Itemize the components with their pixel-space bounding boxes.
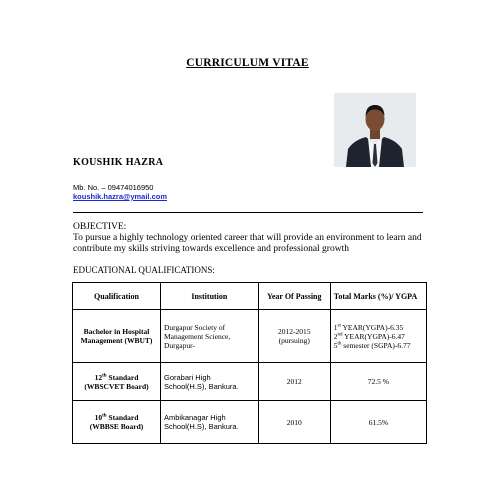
mobile-number: Mb. No. – 09474016950 [73,183,154,192]
candidate-name: KOUSHIK HAZRA [73,157,164,168]
institution-cell: Gorabari High School(H.S), Bankura. [161,363,259,401]
header-year: Year Of Passing [258,283,330,310]
year-status: (pursuing) [278,336,310,345]
table-row [73,310,427,363]
board-name: (WBSCVET Board) [84,381,149,391]
education-heading: EDUCATIONAL QUALIFICATIONS: [73,265,215,275]
objective-text: To pursue a highly technology oriented career that will provide an environment to learn and contribute my skills striving towards excellence and professional growth [73,233,422,254]
email-link[interactable]: koushik.hazra@ymail.com [73,192,168,201]
qualification-cell: Bachelor in Hospital Management (WBUT) [73,310,161,363]
divider [73,212,423,213]
qualification-cell: 12th Standard (WBSCVET Board) [73,363,161,401]
header-institution: Institution [161,283,259,310]
objective-label: OBJECTIVE: [73,222,127,232]
qualification-cell: 10th Standard (WBBSE Board) [73,401,161,444]
marks-cell [330,310,426,363]
year-value: 2012-2015 [277,327,311,336]
header-qualification: Qualification [73,283,161,310]
marks-cell: 72.5 % [330,363,426,401]
marks-line: 1st YEAR(YGPA)-6.35 [333,322,404,332]
education-table [72,282,427,444]
table-header-row [73,283,427,310]
objective-section [73,222,428,255]
table-row [73,401,427,444]
institution-cell: Durgapur Society of Management Science, Durgapur- [161,310,259,363]
year-cell: 2010 [258,401,330,444]
marks-cell: 61.5% [330,401,426,444]
institution-cell: Ambikanagar High School(H.S), Bankura. [161,401,259,444]
year-cell [258,310,330,363]
contact-info [73,183,167,201]
table-row [73,363,427,401]
marks-line: 2nd YEAR(YGPA)-6.47 [333,331,405,341]
person-photo-icon [334,93,416,167]
header-marks: Total Marks (%)/ YGPA [330,283,426,310]
year-cell: 2012 [258,363,330,401]
profile-photo [334,93,416,167]
board-name: (WBBSE Board) [89,422,144,431]
document-title: CURRICULUM VITAE [186,57,309,69]
marks-line: 5th semester (SGPA)-6.77 [333,340,411,350]
